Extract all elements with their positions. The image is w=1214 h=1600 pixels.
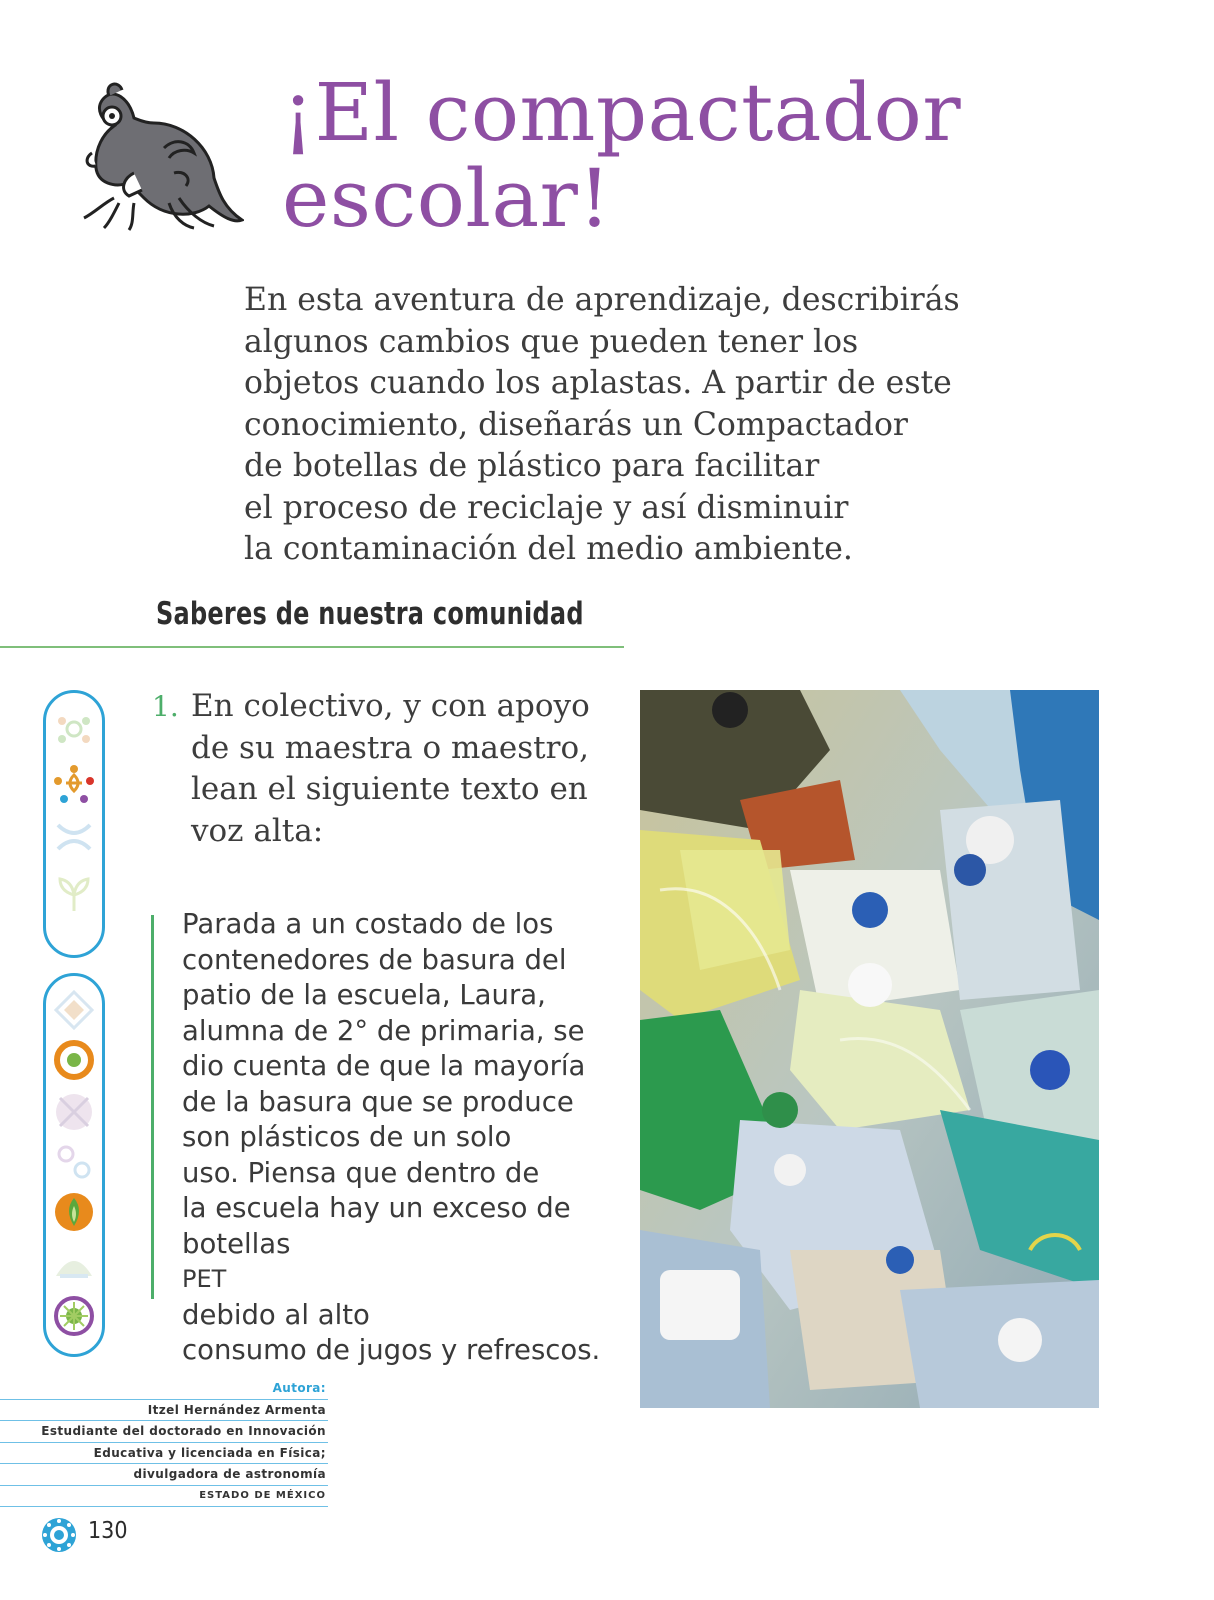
mound-icon-faded (52, 1242, 96, 1286)
reading-quote (182, 907, 622, 1369)
people-circle-icon (52, 761, 96, 805)
pet-abbreviation: PET (182, 1265, 227, 1293)
step-instruction (191, 686, 611, 852)
author-state: ESTADO DE MÉXICO (0, 1486, 328, 1508)
community-icon-faded (52, 707, 96, 751)
plant-icon-faded (52, 871, 96, 915)
quote-line: de la basura que se produce (182, 1085, 574, 1118)
star-tile-icon-faded (52, 1090, 96, 1134)
section-heading: Saberes de nuestra comunidad (156, 596, 584, 632)
plastic-bottles-photo (640, 690, 1099, 1408)
step-line: de su maestra o maestro, (191, 729, 589, 766)
link-icon-faded (52, 1140, 96, 1184)
quote-line: consumo de jugos y refrescos. (182, 1334, 601, 1366)
intro-line: de botellas de plástico para facilitar (244, 448, 820, 484)
hands-icon-faded (52, 815, 96, 859)
author-description: Educativa y licenciada en Física; (0, 1443, 328, 1465)
quote-text: debido al alto (182, 1298, 370, 1331)
intro-line: la contaminación del medio ambiente. (244, 531, 853, 567)
mascot-illustration (74, 78, 244, 238)
intro-line: objetos cuando los aplastas. A partir de este (244, 365, 952, 401)
page-number: 130 (88, 1518, 128, 1544)
sidebar-capsule-bottom (43, 973, 105, 1357)
section-divider (0, 646, 624, 648)
sun-circle-icon (52, 1294, 96, 1338)
step-number: 1. (152, 690, 179, 723)
quote-line: patio de la escuela, Laura, (182, 979, 546, 1011)
author-description: divulgadora de astronomía (0, 1464, 328, 1486)
diamond-icon-faded (52, 988, 96, 1032)
quote-line (182, 1227, 622, 1334)
intro-line: En esta aventura de aprendizaje, describirás (244, 282, 960, 318)
quote-line: dio cuenta de que la mayoría (182, 1050, 586, 1082)
title-line-1: ¡El compactador (282, 66, 962, 159)
quote-bar (151, 915, 154, 1299)
page-emblem-icon (40, 1516, 78, 1554)
quote-line: son plásticos de un solo (182, 1121, 512, 1153)
quote-line: la escuela hay un exceso de (182, 1192, 571, 1224)
quote-line: alumna de 2° de primaria, se (182, 1014, 585, 1047)
intro-line: el proceso de reciclaje y así disminuir (244, 489, 849, 526)
intro-line: algunos cambios que pueden tener los (244, 323, 859, 360)
target-icon (52, 1038, 96, 1082)
step-line: voz alta: (191, 812, 324, 849)
quote-text: botellas (182, 1227, 291, 1260)
intro-line: conocimiento, diseñarás un Compactador (244, 406, 908, 443)
lotus-icon (52, 1190, 96, 1234)
author-label: Autora: (0, 1378, 328, 1400)
quote-line: uso. Piensa que dentro de (182, 1156, 540, 1189)
step-line: lean el siguiente texto en (191, 771, 588, 807)
sidebar-capsule-top (43, 690, 105, 958)
author-name: Itzel Hernández Armenta (0, 1400, 328, 1422)
intro-paragraph (244, 280, 1024, 571)
step-line: En colectivo, y con apoyo (191, 688, 590, 724)
quote-line: contenedores de basura del (182, 943, 567, 976)
title-line-2: escolar! (282, 152, 612, 245)
author-credits (0, 1378, 328, 1507)
quote-line: Parada a un costado de los (182, 908, 554, 940)
author-description: Estudiante del doctorado en Innovación (0, 1421, 328, 1443)
page-title (282, 66, 1162, 245)
